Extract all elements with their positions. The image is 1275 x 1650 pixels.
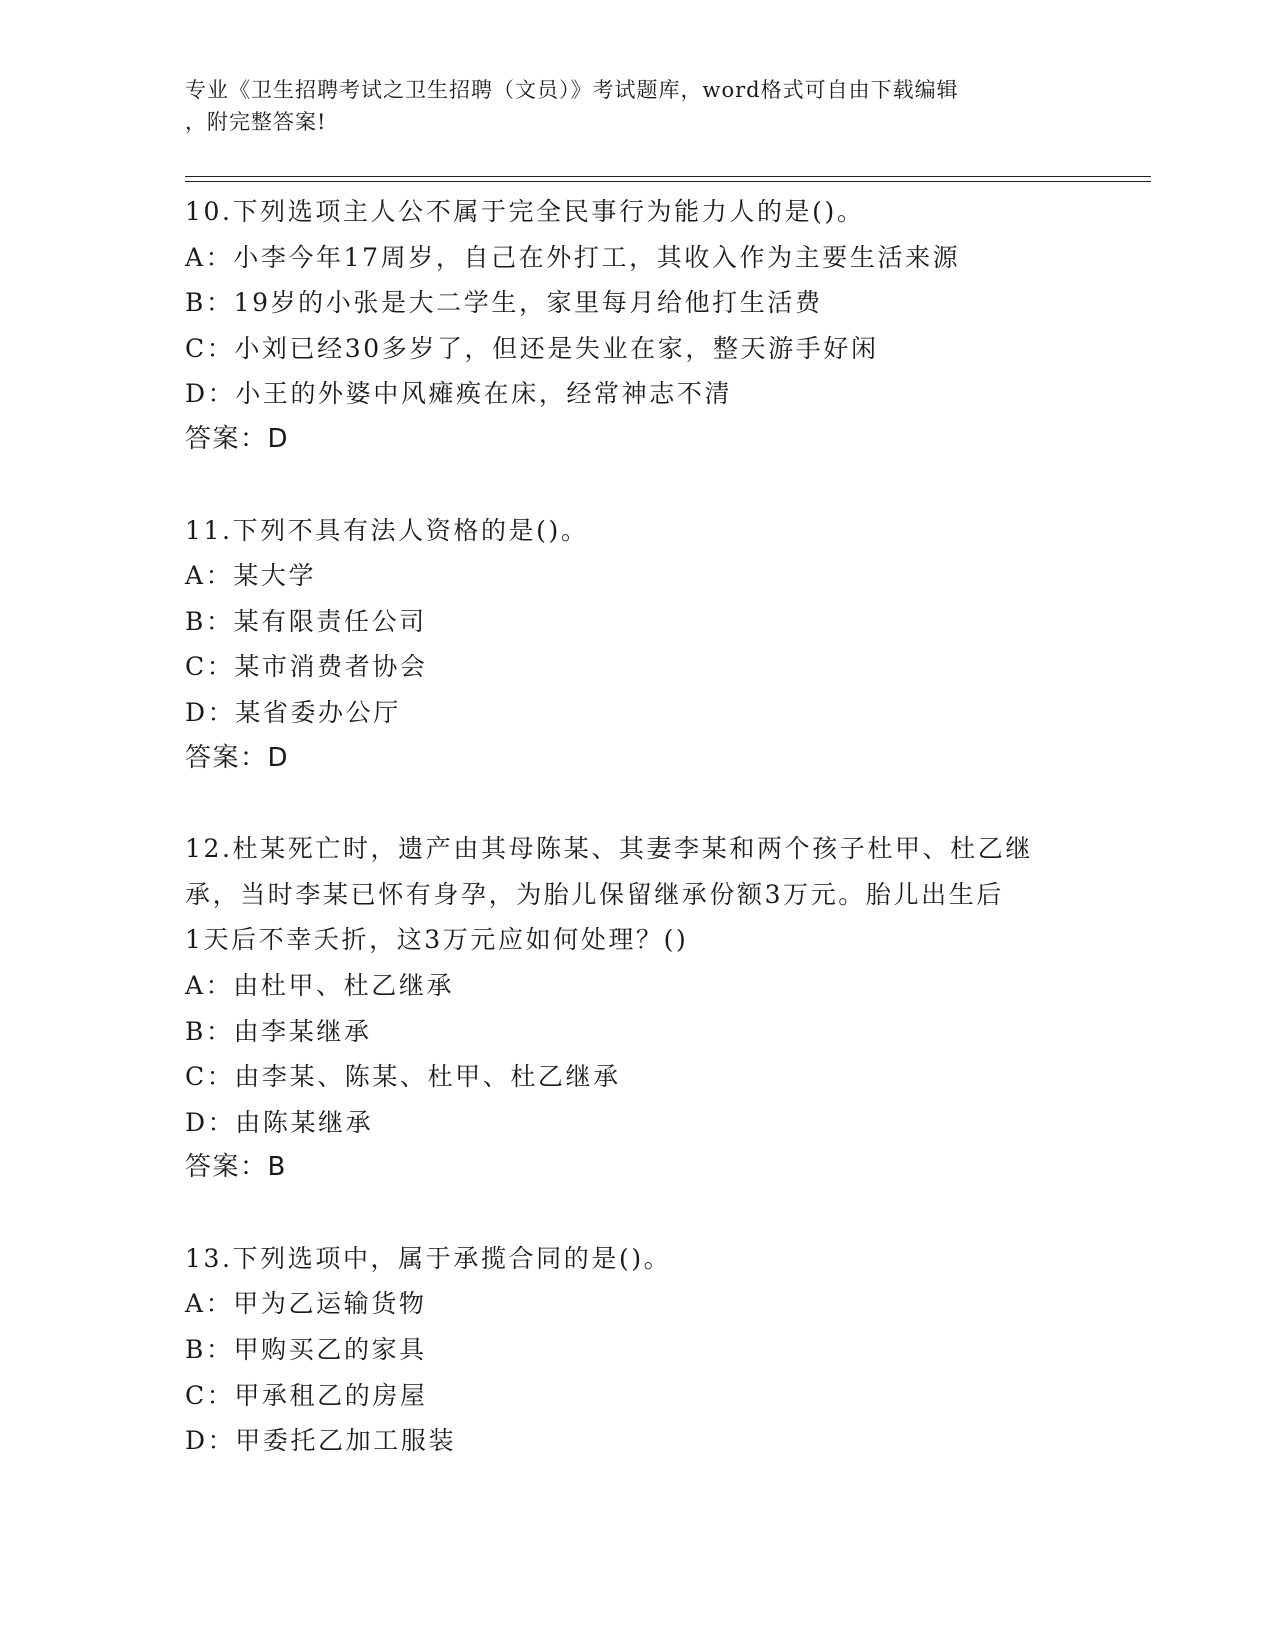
header-divider-bottom xyxy=(185,181,1151,182)
option-a: A：甲为乙运输货物 xyxy=(185,1289,427,1319)
question-stem-line-3: 1天后不幸夭折，这3万元应如何处理？() xyxy=(185,925,689,955)
question-list xyxy=(185,189,1085,1509)
question-11 xyxy=(185,508,1085,782)
option-d: D：由陈某继承 xyxy=(185,1107,374,1137)
option-b: B：某有限责任公司 xyxy=(185,606,427,636)
option-d: D：小王的外婆中风瘫痪在床，经常神志不清 xyxy=(185,379,733,409)
option-a: A：某大学 xyxy=(185,561,317,591)
option-b: B：19岁的小张是大二学生，家里每月给他打生活费 xyxy=(185,288,823,318)
header-line-2: ，附完整答案! xyxy=(185,110,327,134)
question-stem: 11.下列不具有法人资格的是()。 xyxy=(185,515,589,545)
question-13 xyxy=(185,1236,1085,1464)
option-c: C：甲承租乙的房屋 xyxy=(185,1380,428,1410)
question-10 xyxy=(185,189,1085,463)
answer-line: 答案：D xyxy=(185,423,290,454)
option-a: A：小李今年17周岁，自己在外打工，其收入作为主要生活来源 xyxy=(185,242,961,272)
question-12 xyxy=(185,826,1085,1191)
option-a: A：由杜甲、杜乙继承 xyxy=(185,970,455,1000)
option-c: C：某市消费者协会 xyxy=(185,652,428,682)
option-c: C：小刘已经30多岁了，但还是失业在家，整天游手好闲 xyxy=(185,333,879,363)
option-c: C：由李某、陈某、杜甲、杜乙继承 xyxy=(185,1062,621,1092)
question-stem: 13.下列选项中，属于承揽合同的是()。 xyxy=(185,1243,672,1273)
header-divider-top xyxy=(185,176,1151,177)
option-b: B：由李某继承 xyxy=(185,1016,372,1046)
option-d: D：甲委托乙加工服装 xyxy=(185,1426,457,1456)
document-header xyxy=(185,74,1065,138)
option-b: B：甲购买乙的家具 xyxy=(185,1335,427,1365)
option-d: D：某省委办公厅 xyxy=(185,697,401,727)
answer-line: 答案：D xyxy=(185,742,290,773)
header-line-1: 专业《卫生招聘考试之卫生招聘（文员）》考试题库，word格式可自由下载编辑 xyxy=(185,78,959,102)
answer-line: 答案：B xyxy=(185,1152,287,1183)
question-stem-line-1: 12.杜某死亡时，遗产由其母陈某、其妻李某和两个孩子杜甲、杜乙继 xyxy=(185,834,1033,864)
question-stem: 10.下列选项主人公不属于完全民事行为能力人的是()。 xyxy=(185,197,865,226)
question-stem-line-2: 承，当时李某已怀有身孕，为胎儿保留继承份额3万元。胎儿出生后 xyxy=(185,879,1004,909)
